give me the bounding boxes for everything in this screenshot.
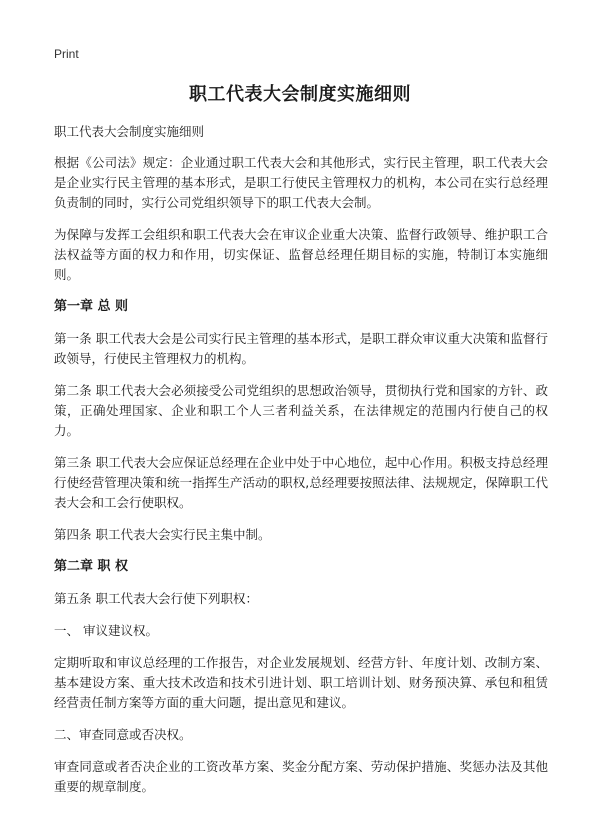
print-link[interactable]: Print bbox=[54, 47, 79, 61]
intro-paragraph-1: 根据《公司法》规定：企业通过职工代表大会和其他形式，实行民主管理，职工代表大会是企业实行民主管理的基本形式，是职工行使民主管理权力的机构，本公司在实行总经理负责制的同时，实行公司党组织领导下的职工代表大会制。 bbox=[54, 155, 548, 210]
article-5: 第五条 职工代表大会行使下列职权： bbox=[54, 591, 258, 606]
article-1: 第一条 职工代表大会是公司实行民主管理的基本形式，是职工群众审议重大决策和监督行政领导，行使民主管理权力的机构。 bbox=[54, 331, 548, 366]
item-1-text: 定期听取和审议总经理的工作报告，对企业发展规划、经营方针、年度计划、改制方案、基本建设方案、重大技术改造和技术引进计划、职工培训计划、财务预决算、承包和租赁经营责任制方案等方面的重大问题，提出意见和建议。 bbox=[54, 655, 548, 710]
intro-paragraph-2: 为保障与发挥工会组织和职工代表大会在审议企业重大决策、监督行政领导、维护职工合法权益等方面的权力和作用，切实保证、监督总经理任期目标的实施，特制订本实施细则。 bbox=[54, 227, 548, 282]
page-title: 职工代表大会制度实施细则 bbox=[189, 84, 411, 105]
article-3: 第三条 职工代表大会应保证总经理在企业中处于中心地位，起中心作用。积极支持总经理行使经营管理决策和统一指挥生产活动的职权,总经理要按照法律、法规规定，保障职工代表大会和工会行使职权。 bbox=[54, 455, 548, 510]
item-2-title: 二、审查同意或否决权。 bbox=[54, 727, 192, 742]
item-1-title: 一、 审议建议权。 bbox=[54, 623, 158, 638]
article-4: 第四条 职工代表大会实行民主集中制。 bbox=[54, 527, 271, 542]
item-2-text: 审查同意或者否决企业的工资改革方案、奖金分配方案、劳动保护措施、奖惩办法及其他重要的规章制度。 bbox=[54, 759, 548, 794]
chapter-heading-2: 第二章 职 权 bbox=[54, 559, 129, 574]
chapter-heading-1: 第一章 总 则 bbox=[54, 299, 129, 314]
document-subtitle: 职工代表大会制度实施细则 bbox=[54, 124, 205, 139]
document-body bbox=[54, 122, 548, 809]
article-2: 第二条 职工代表大会必须接受公司党组织的思想政治领导，贯彻执行党和国家的方针、政策，正确处理国家、企业和职工个人三者利益关系，在法律规定的范围内行使自己的权力。 bbox=[54, 383, 548, 438]
